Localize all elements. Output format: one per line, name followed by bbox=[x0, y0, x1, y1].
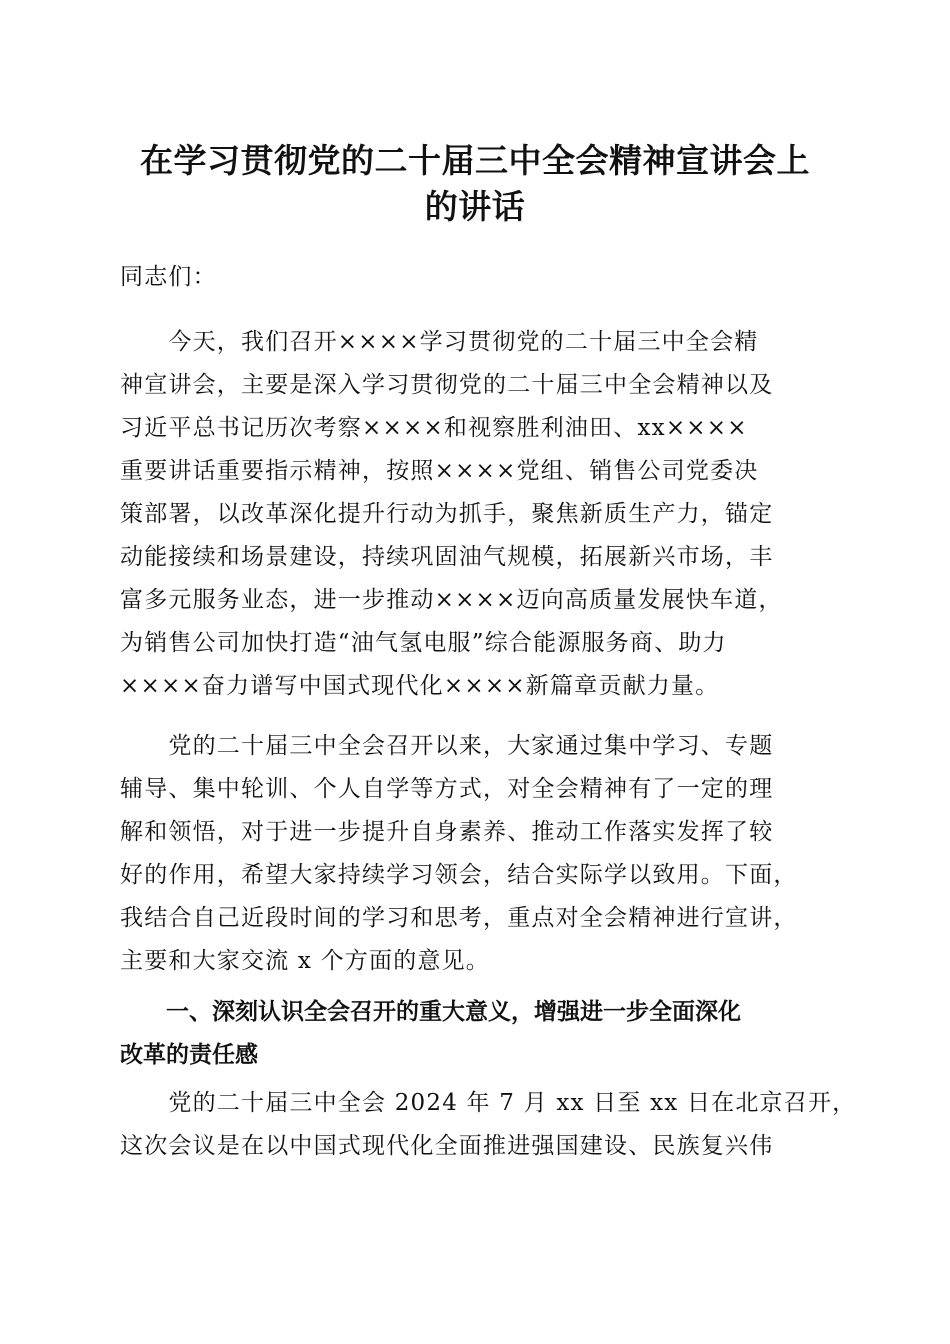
document-title-line-1: 在学习贯彻党的二十届三中全会精神宣讲会上 bbox=[140, 141, 810, 180]
paragraph-2-line: 党的二十届三中全会召开以来，大家通过集中学习、专题 bbox=[120, 733, 774, 759]
section-heading-1-line: 一、深刻认识全会召开的重大意义，增强进一步全面深化 bbox=[120, 999, 741, 1025]
paragraph-1-line: 策部署，以改革深化提升行动为抓手，聚焦新质生产力，锚定 bbox=[120, 501, 774, 527]
paragraph-3-line: 这次会议是在以中国式现代化全面推进强国建设、民族复兴伟 bbox=[120, 1133, 774, 1159]
salutation: 同志们： bbox=[120, 264, 217, 290]
paragraph-1-line: 神宣讲会，主要是深入学习贯彻党的二十届三中全会精神以及 bbox=[120, 372, 774, 398]
paragraph-1-line: 动能接续和场景建设，持续巩固油气规模，拓展新兴市场，丰 bbox=[120, 544, 774, 570]
paragraph-1-line: 重要讲话重要指示精神，按照××××党组、销售公司党委决 bbox=[120, 458, 759, 484]
paragraph-2-line: 好的作用，希望大家持续学习领会，结合实际学以致用。下面， bbox=[120, 862, 798, 888]
document-title-line-2: 的讲话 bbox=[424, 187, 526, 226]
paragraph-1-line: 为销售公司加快打造“油气氢电服”综合能源服务商、助力 bbox=[120, 630, 727, 656]
paragraph-1-line: 富多元服务业态，进一步推动××××迈向高质量发展快车道， bbox=[120, 587, 783, 613]
paragraph-2-line: 我结合自己近段时间的学习和思考，重点对全会精神进行宣讲， bbox=[120, 905, 798, 931]
paragraph-2-line: 解和领悟，对于进一步提升自身素养、推动工作落实发挥了较 bbox=[120, 819, 774, 845]
paragraph-2-line: 主要和大家交流 x 个方面的意见。 bbox=[120, 948, 490, 974]
paragraph-3-line: 党的二十届三中全会 2024 年 7 月 xx 日至 xx 日在北京召开， bbox=[120, 1090, 857, 1116]
paragraph-2-line: 辅导、集中轮训、个人自学等方式，对全会精神有了一定的理 bbox=[120, 776, 774, 802]
section-heading-1-line: 改革的责任感 bbox=[120, 1042, 258, 1068]
paragraph-1-line: ××××奋力谱写中国式现代化××××新篇章贡献力量。 bbox=[120, 673, 720, 699]
paragraph-1-line: 习近平总书记历次考察××××和视察胜利油田、xx×××× bbox=[120, 415, 748, 441]
paragraph-1-line: 今天，我们召开××××学习贯彻党的二十届三中全会精 bbox=[120, 329, 759, 355]
